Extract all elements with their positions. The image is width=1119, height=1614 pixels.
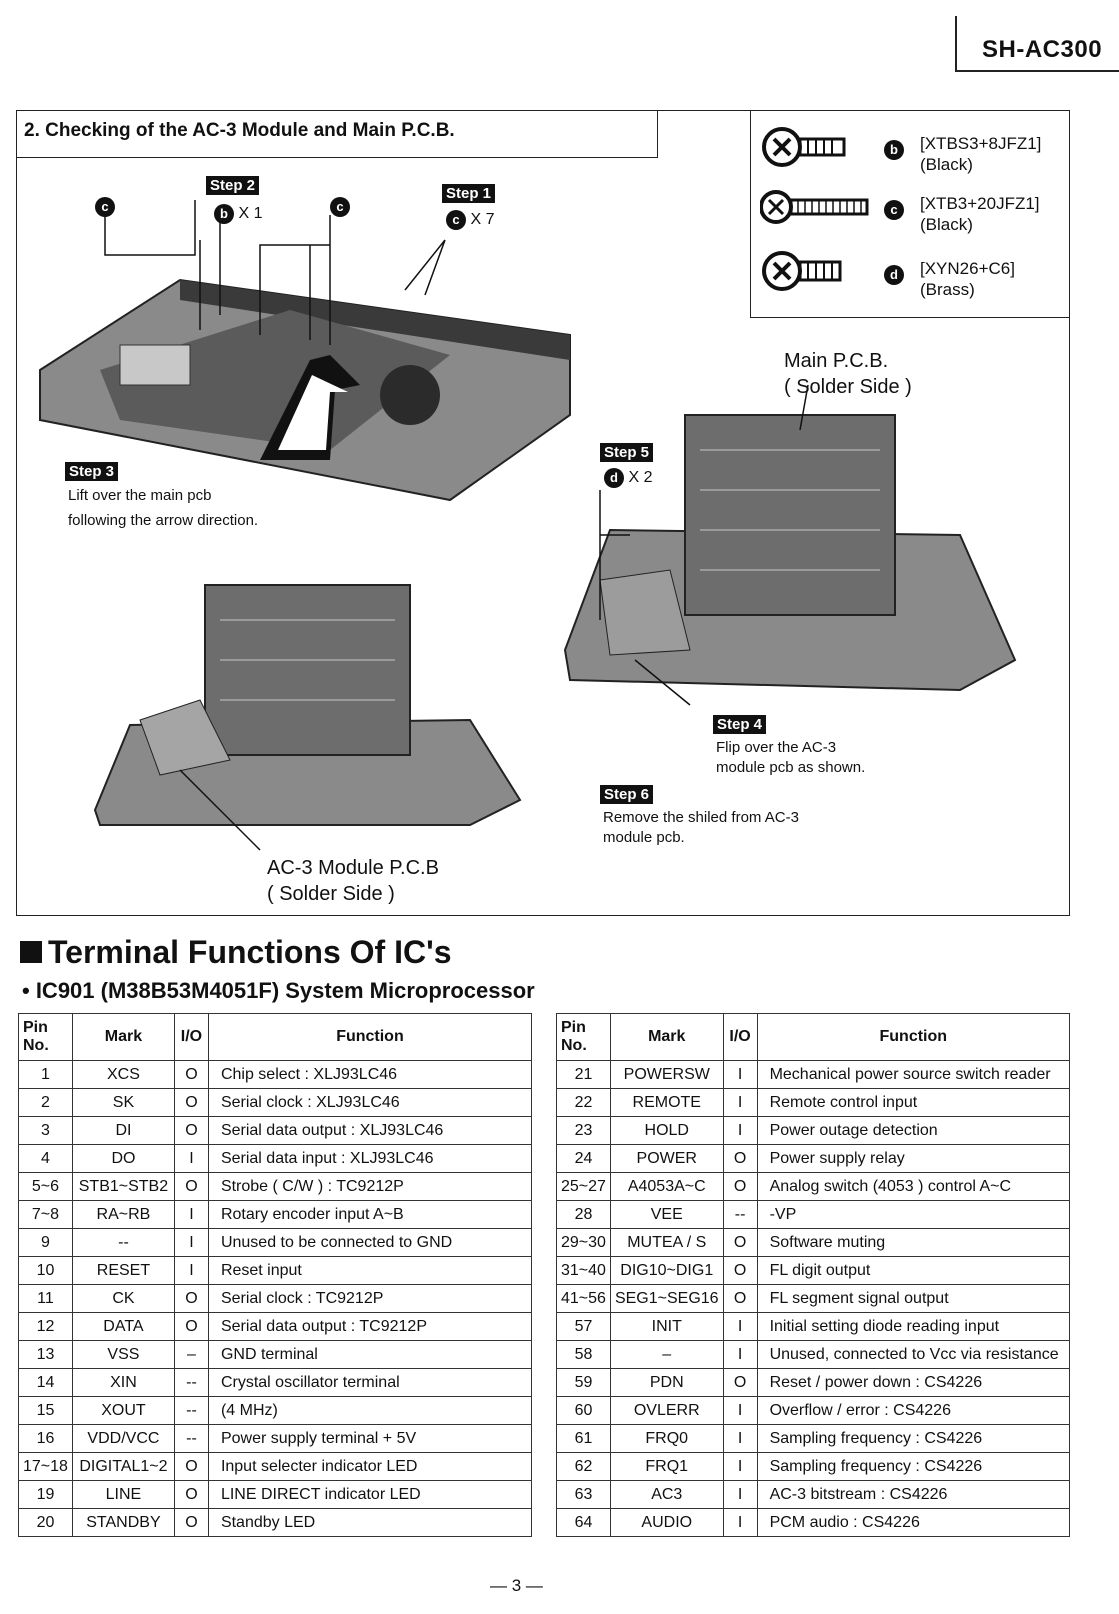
function-cell: Crystal oscillator terminal: [208, 1369, 531, 1397]
step6-line1: Remove the shiled from AC-3: [603, 809, 799, 826]
table-row: [19, 1397, 532, 1425]
mark-cell: SEG1~SEG16: [610, 1285, 723, 1313]
mark-cell: CK: [72, 1285, 174, 1313]
io-cell: I: [723, 1061, 757, 1089]
mark-cell: LINE: [72, 1481, 174, 1509]
pin-cell: 11: [19, 1285, 73, 1313]
pin-cell: 7~8: [19, 1201, 73, 1229]
mark-cell: VDD/VCC: [72, 1425, 174, 1453]
step6-line2: module pcb.: [603, 829, 685, 846]
table-row: [19, 1453, 532, 1481]
col-mark: Mark: [72, 1014, 174, 1061]
function-cell: Serial clock : TC9212P: [208, 1285, 531, 1313]
ac3-pcb-caption-line1: AC-3 Module P.C.B: [267, 857, 439, 879]
table-row: [557, 1145, 1070, 1173]
io-cell: I: [723, 1397, 757, 1425]
step1-screw: c X 7: [446, 210, 494, 230]
table-row: [557, 1509, 1070, 1537]
screw-c-finish: (Black): [920, 215, 973, 234]
function-cell: Rotary encoder input A~B: [208, 1201, 531, 1229]
main-pcb-caption-line2: ( Solder Side ): [784, 376, 912, 398]
col-mark: Mark: [610, 1014, 723, 1061]
step4-line2: module pcb as shown.: [716, 759, 866, 776]
pin-cell: 13: [19, 1341, 73, 1369]
table-row: [19, 1509, 532, 1537]
screw-d-letter: d: [884, 265, 904, 285]
table-row: [19, 1481, 532, 1509]
pin-cell: 64: [557, 1509, 611, 1537]
mark-cell: STANDBY: [72, 1509, 174, 1537]
function-cell: Power supply relay: [757, 1145, 1069, 1173]
table-row: [19, 1061, 532, 1089]
table-row: [557, 1061, 1070, 1089]
col-pin: Pin No.: [19, 1014, 73, 1061]
function-cell: FL digit output: [757, 1257, 1069, 1285]
io-cell: --: [723, 1201, 757, 1229]
function-cell: -VP: [757, 1201, 1069, 1229]
model-title: SH-AC300: [982, 36, 1103, 63]
step2-badge: Step 2: [206, 176, 259, 195]
step4-note: [716, 738, 865, 778]
mark-cell: DI: [72, 1117, 174, 1145]
mark-cell: DIG10~DIG1: [610, 1257, 723, 1285]
function-cell: Software muting: [757, 1229, 1069, 1257]
function-cell: Serial data input : XLJ93LC46: [208, 1145, 531, 1173]
pin-cell: 61: [557, 1425, 611, 1453]
pin-cell: 12: [19, 1313, 73, 1341]
callout-c-center: c: [330, 197, 350, 217]
mark-cell: A4053A~C: [610, 1173, 723, 1201]
function-cell: Unused to be connected to GND: [208, 1229, 531, 1257]
io-cell: O: [174, 1117, 208, 1145]
io-cell: –: [174, 1341, 208, 1369]
col-function: Function: [208, 1014, 531, 1061]
col-function: Function: [757, 1014, 1069, 1061]
table-row: [557, 1425, 1070, 1453]
io-cell: O: [723, 1145, 757, 1173]
table-row: [557, 1257, 1070, 1285]
pin-cell: 2: [19, 1089, 73, 1117]
main-pcb-caption-line1: Main P.C.B.: [784, 350, 889, 372]
function-cell: FL segment signal output: [757, 1285, 1069, 1313]
io-cell: O: [723, 1285, 757, 1313]
function-cell: Unused, connected to Vcc via resistance: [757, 1341, 1069, 1369]
pin-cell: 25~27: [557, 1173, 611, 1201]
io-cell: --: [174, 1397, 208, 1425]
table-row: [557, 1173, 1070, 1201]
function-cell: Serial data output : TC9212P: [208, 1313, 531, 1341]
mark-cell: --: [72, 1229, 174, 1257]
mark-cell: HOLD: [610, 1117, 723, 1145]
pin-cell: 59: [557, 1369, 611, 1397]
mark-cell: XIN: [72, 1369, 174, 1397]
io-cell: O: [174, 1453, 208, 1481]
table-row: [557, 1369, 1070, 1397]
function-cell: Sampling frequency : CS4226: [757, 1425, 1069, 1453]
pin-cell: 41~56: [557, 1285, 611, 1313]
io-cell: O: [174, 1313, 208, 1341]
function-cell: Reset input: [208, 1257, 531, 1285]
table-row: [19, 1369, 532, 1397]
step1-badge: Step 1: [442, 184, 495, 203]
pin-cell: 62: [557, 1453, 611, 1481]
step6-badge: Step 6: [600, 785, 653, 804]
function-cell: GND terminal: [208, 1341, 531, 1369]
mark-cell: POWERSW: [610, 1061, 723, 1089]
io-cell: O: [174, 1509, 208, 1537]
io-cell: --: [174, 1369, 208, 1397]
io-cell: O: [174, 1089, 208, 1117]
disassembly-illustration: [30, 160, 1060, 910]
io-cell: O: [174, 1481, 208, 1509]
pin-cell: 19: [19, 1481, 73, 1509]
chassis-bottom-photo: [95, 585, 520, 850]
io-cell: I: [174, 1257, 208, 1285]
pin-cell: 3: [19, 1117, 73, 1145]
table-row: [557, 1481, 1070, 1509]
table-row: [557, 1117, 1070, 1145]
table-row: [19, 1313, 532, 1341]
mark-cell: REMOTE: [610, 1089, 723, 1117]
pin-cell: 28: [557, 1201, 611, 1229]
pin-cell: 58: [557, 1341, 611, 1369]
pin-cell: 22: [557, 1089, 611, 1117]
screw-d-code: [XYN26+C6]: [920, 259, 1015, 278]
function-cell: PCM audio : CS4226: [757, 1509, 1069, 1537]
mark-cell: SK: [72, 1089, 174, 1117]
step3-line1: Lift over the main pcb: [68, 487, 212, 504]
page-number: — 3 —: [490, 1576, 543, 1595]
pin-cell: 24: [557, 1145, 611, 1173]
step4-badge: Step 4: [713, 715, 766, 734]
ac3-pcb-caption-line2: ( Solder Side ): [267, 883, 395, 905]
screw-c-letter: c: [884, 200, 904, 220]
mark-cell: VSS: [72, 1341, 174, 1369]
io-cell: O: [723, 1257, 757, 1285]
mark-cell: AC3: [610, 1481, 723, 1509]
table-row: [19, 1145, 532, 1173]
pin-cell: 9: [19, 1229, 73, 1257]
function-cell: Analog switch (4053 ) control A~C: [757, 1173, 1069, 1201]
terminal-functions-heading: Terminal Functions Of IC's: [20, 934, 452, 971]
mark-cell: DIGITAL1~2: [72, 1453, 174, 1481]
function-cell: Reset / power down : CS4226: [757, 1369, 1069, 1397]
mark-cell: FRQ1: [610, 1453, 723, 1481]
table-row: [19, 1201, 532, 1229]
table-row: [557, 1285, 1070, 1313]
table-row: [19, 1229, 532, 1257]
pin-cell: 63: [557, 1481, 611, 1509]
pin-cell: 23: [557, 1117, 611, 1145]
io-cell: I: [174, 1201, 208, 1229]
pin-cell: 16: [19, 1425, 73, 1453]
function-cell: Initial setting diode reading input: [757, 1313, 1069, 1341]
pin-cell: 17~18: [19, 1453, 73, 1481]
io-cell: O: [723, 1369, 757, 1397]
io-cell: I: [723, 1453, 757, 1481]
pin-cell: 21: [557, 1061, 611, 1089]
mark-cell: PDN: [610, 1369, 723, 1397]
table-row: [557, 1397, 1070, 1425]
step6-note: [603, 808, 799, 848]
function-cell: Serial data output : XLJ93LC46: [208, 1117, 531, 1145]
pin-cell: 60: [557, 1397, 611, 1425]
pin-cell: 20: [19, 1509, 73, 1537]
screw-c-code: [XTB3+20JFZ1]: [920, 194, 1040, 213]
table-row: [19, 1117, 532, 1145]
io-cell: O: [723, 1173, 757, 1201]
table-row: [557, 1201, 1070, 1229]
square-bullet-icon: [20, 941, 42, 963]
main-pcb-caption: [784, 348, 912, 400]
function-cell: Standby LED: [208, 1509, 531, 1537]
io-cell: --: [174, 1425, 208, 1453]
pin-table-left-header: [19, 1014, 532, 1061]
mark-cell: POWER: [610, 1145, 723, 1173]
pin-cell: 57: [557, 1313, 611, 1341]
table-row: [19, 1341, 532, 1369]
pin-cell: 14: [19, 1369, 73, 1397]
mark-cell: –: [610, 1341, 723, 1369]
io-cell: I: [174, 1145, 208, 1173]
table-row: [557, 1313, 1070, 1341]
step3-line2: following the arrow direction.: [68, 512, 259, 529]
step3-badge: Step 3: [65, 462, 118, 481]
mark-cell: FRQ0: [610, 1425, 723, 1453]
screw-b-letter: b: [884, 140, 904, 160]
table-row: [19, 1257, 532, 1285]
step4-line1: Flip over the AC-3: [716, 739, 837, 756]
io-cell: I: [723, 1341, 757, 1369]
pin-cell: 15: [19, 1397, 73, 1425]
pin-cell: 29~30: [557, 1229, 611, 1257]
io-cell: O: [174, 1285, 208, 1313]
io-cell: I: [723, 1313, 757, 1341]
chassis-right-photo: [565, 385, 1015, 705]
pin-table-right-header: [557, 1014, 1070, 1061]
step5-screw: d X 2: [604, 468, 652, 488]
function-cell: Input selecter indicator LED: [208, 1453, 531, 1481]
pin-table-left: [18, 1013, 532, 1537]
pin-cell: 4: [19, 1145, 73, 1173]
mark-cell: DATA: [72, 1313, 174, 1341]
io-cell: I: [174, 1229, 208, 1257]
io-cell: I: [723, 1481, 757, 1509]
table-row: [19, 1425, 532, 1453]
mark-cell: INIT: [610, 1313, 723, 1341]
table-row: [557, 1341, 1070, 1369]
function-cell: AC-3 bitstream : CS4226: [757, 1481, 1069, 1509]
pin-cell: 31~40: [557, 1257, 611, 1285]
io-cell: I: [723, 1117, 757, 1145]
col-pin: Pin No.: [557, 1014, 611, 1061]
pin-cell: 5~6: [19, 1173, 73, 1201]
mark-cell: XOUT: [72, 1397, 174, 1425]
mark-cell: RA~RB: [72, 1201, 174, 1229]
io-cell: O: [174, 1061, 208, 1089]
table-row: [19, 1173, 532, 1201]
callout-c-left: c: [95, 197, 115, 217]
table-row: [557, 1089, 1070, 1117]
screw-b-finish: (Black): [920, 155, 973, 174]
function-cell: LINE DIRECT indicator LED: [208, 1481, 531, 1509]
section-title: 2. Checking of the AC-3 Module and Main P.C.B.: [24, 120, 455, 141]
table-row: [557, 1229, 1070, 1257]
function-cell: Chip select : XLJ93LC46: [208, 1061, 531, 1089]
mark-cell: STB1~STB2: [72, 1173, 174, 1201]
function-cell: Power outage detection: [757, 1117, 1069, 1145]
ic-subtitle: • IC901 (M38B53M4051F) System Microprocessor: [22, 978, 535, 1003]
function-cell: Remote control input: [757, 1089, 1069, 1117]
table-row: [557, 1453, 1070, 1481]
io-cell: I: [723, 1089, 757, 1117]
pin-cell: 10: [19, 1257, 73, 1285]
function-cell: (4 MHz): [208, 1397, 531, 1425]
mark-cell: XCS: [72, 1061, 174, 1089]
chassis-top-photo: [40, 200, 570, 500]
mark-cell: OVLERR: [610, 1397, 723, 1425]
mark-cell: DO: [72, 1145, 174, 1173]
io-cell: O: [723, 1229, 757, 1257]
mark-cell: VEE: [610, 1201, 723, 1229]
ac3-pcb-caption: [267, 855, 439, 907]
function-cell: Strobe ( C/W ) : TC9212P: [208, 1173, 531, 1201]
io-cell: I: [723, 1425, 757, 1453]
step3-note: [68, 485, 258, 532]
table-row: [19, 1285, 532, 1313]
function-cell: Serial clock : XLJ93LC46: [208, 1089, 531, 1117]
mark-cell: MUTEA / S: [610, 1229, 723, 1257]
step2-screw: b X 1: [214, 204, 262, 224]
table-row: [19, 1089, 532, 1117]
io-cell: O: [174, 1173, 208, 1201]
function-cell: Sampling frequency : CS4226: [757, 1453, 1069, 1481]
pin-cell: 1: [19, 1061, 73, 1089]
function-cell: Overflow / error : CS4226: [757, 1397, 1069, 1425]
screw-b-code: [XTBS3+8JFZ1]: [920, 134, 1042, 153]
step5-badge: Step 5: [600, 443, 653, 462]
col-io: I/O: [723, 1014, 757, 1061]
col-io: I/O: [174, 1014, 208, 1061]
mark-cell: AUDIO: [610, 1509, 723, 1537]
screw-d-finish: (Brass): [920, 280, 975, 299]
mark-cell: RESET: [72, 1257, 174, 1285]
io-cell: I: [723, 1509, 757, 1537]
pin-table-right: [556, 1013, 1070, 1537]
function-cell: Power supply terminal + 5V: [208, 1425, 531, 1453]
function-cell: Mechanical power source switch reader: [757, 1061, 1069, 1089]
